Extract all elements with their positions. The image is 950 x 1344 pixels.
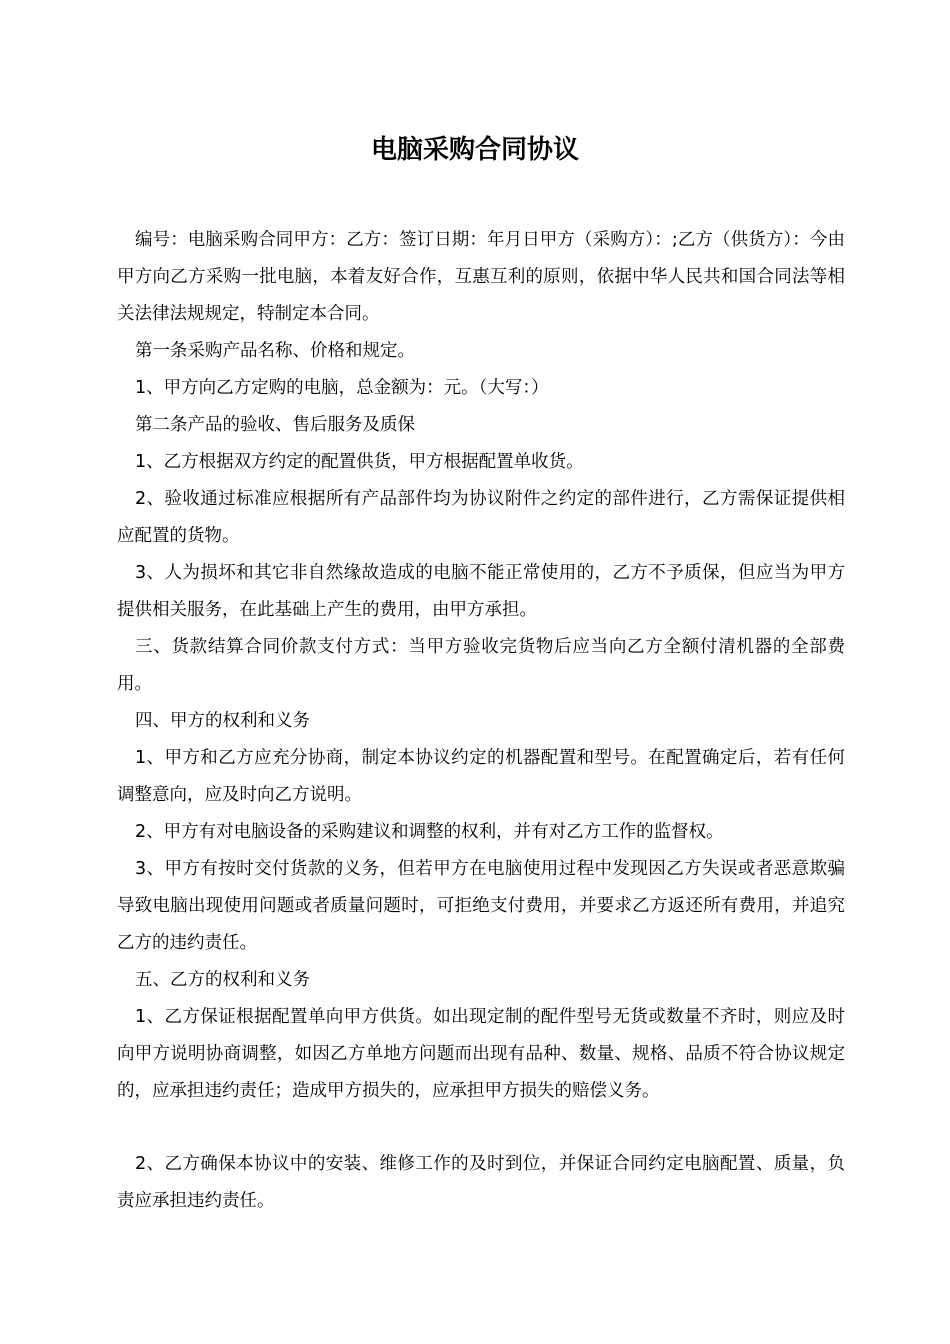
paragraph-section-4-item-1: 1、甲方和乙方应充分协商，制定本协议约定的机器配置和型号。在配置确定后，若有任何调整意向，应及时向乙方说明。 [117,748,845,805]
paragraph-article-2: 第二条产品的验收、售后服务及质保 [135,415,415,435]
paragraph-section-5: 五、乙方的权利和义务 [135,970,310,990]
paragraph-section-5-item-2: 2、乙方确保本协议中的安装、维修工作的及时到位，并保证合同约定电脑配置、质量，负责应承担违约责任。 [117,1154,845,1211]
document-body [117,222,845,1220]
paragraph-section-5-item-1: 1、乙方保证根据配置单向甲方供货。如出现定制的配件型号无货或数量不齐时，则应及时向甲方说明协商调整，如因乙方单地方问题而出现有品种、数量、规格、品质不符合协议规定的，应承担违约责任；造成甲方损失的，应承担甲方损失的赔偿义务。 [117,1007,845,1101]
paragraph-section-4-item-2: 2、甲方有对电脑设备的采购建议和调整的权利，并有对乙方工作的监督权。 [135,822,724,842]
paragraph-spacer [117,1110,845,1146]
paragraph-section-4: 四、甲方的权利和义务 [135,711,310,731]
paragraph-article-2-item-2: 2、验收通过标准应根据所有产品部件均为协议附件之约定的部件进行，乙方需保证提供相应配置的货物。 [117,489,845,546]
paragraph-article-2-item-1: 1、乙方根据双方约定的配置供货，甲方根据配置单收货。 [135,452,584,472]
paragraph-section-4-item-3: 3、甲方有按时交付货款的义务，但若甲方在电脑使用过程中发现因乙方失误或者恶意欺骗导致电脑出现使用问题或者质量问题时，可拒绝支付费用，并要求乙方返还所有费用，并追究乙方的违约责任。 [117,859,845,953]
paragraph-article-2-item-3: 3、人为损坏和其它非自然缘故造成的电脑不能正常使用的，乙方不予质保，但应当为甲方提供相关服务，在此基础上产生的费用，由甲方承担。 [117,563,845,620]
document-title: 电脑采购合同协议 [370,135,579,165]
paragraph-preamble: 编号：电脑采购合同甲方：乙方：签订日期：年月日甲方（采购方）：;乙方（供货方）：今由甲方向乙方采购一批电脑，本着友好合作，互惠互利的原则，依据中华人民共和国合同法等相关法律法规规定，特制定本合同。 [117,230,845,324]
paragraph-article-1-item-1: 1、甲方向乙方定购的电脑，总金额为：元。（大写：） [135,378,549,398]
paragraph-article-1: 第一条采购产品名称、价格和规定。 [135,341,415,361]
paragraph-section-3: 三、货款结算合同价款支付方式：当甲方验收完货物后应当向乙方全额付清机器的全部费用。 [117,637,845,694]
